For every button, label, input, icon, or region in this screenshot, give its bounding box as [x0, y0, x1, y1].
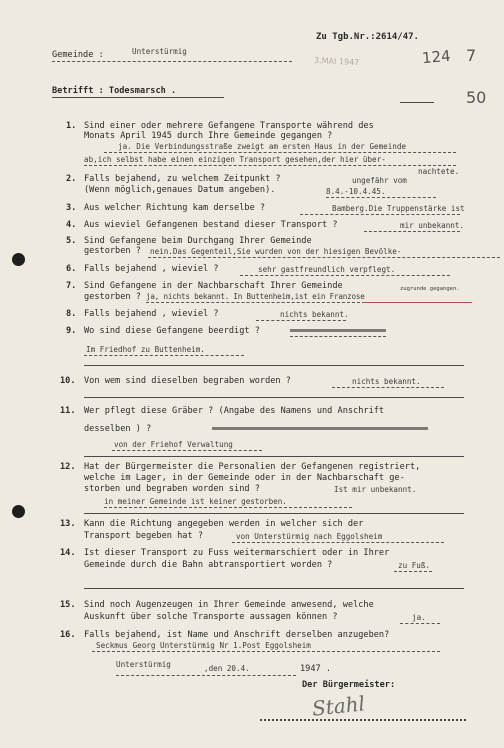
q12-number: 12. [60, 462, 76, 472]
q15-number: 15. [60, 600, 76, 610]
q9-number: 9. [66, 326, 77, 336]
q6-answer: sehr gastfreundlich verpflegt. [258, 265, 396, 274]
q7-answer-continuation: zugrunde gegangen. [400, 286, 460, 292]
q16-answer-dash [92, 651, 440, 652]
q9-answer-dash [84, 355, 244, 356]
q16-number: 16. [60, 630, 76, 640]
q1-answer-dash1 [104, 152, 456, 153]
q8-text: Falls bejahend , wieviel ? [84, 309, 219, 319]
q4-number: 4. [66, 220, 77, 230]
q1-answer-line1: ja. Die Verbindungsstraße zweigt am ersten Haus in der Gemeinde [118, 142, 407, 151]
q14-text-line1: Ist dieser Transport zu Fuss weitermarschiert oder in Ihrer [84, 548, 390, 558]
subject-underline [52, 97, 224, 98]
q12-answer-line2: in meiner Gemeinde ist keiner gestorben. [104, 497, 287, 506]
footer-place: Unterstürmig [116, 660, 171, 669]
q9-text: Wo sind diese Gefangene beerdigt ? [84, 326, 260, 336]
handwritten-fifty: 50 [466, 88, 487, 107]
separator-line-1 [84, 365, 464, 366]
q11-text-line1: Wer pflegt diese Gräber ? (Angabe des Namens und Anschrift [84, 406, 385, 416]
q12-answer-line1: Ist mir unbekannt. [334, 485, 417, 494]
q14-text-line2: Gemeinde durch die Bahn abtransportiert worden ? [84, 560, 333, 570]
handwritten-seven: 7 [466, 46, 477, 65]
q5-answer: nein.Das Gegenteil,Sie wurden von der hiesigen Bevölke- [150, 247, 402, 256]
q11-text-line2: desselben ) ? [84, 424, 152, 434]
q11-number: 11. [60, 406, 76, 416]
q2-answer-ungefaehr: ungefähr vom [352, 176, 407, 185]
q3-number: 3. [66, 203, 77, 213]
signature-dash [260, 719, 466, 721]
q11-answer-dash [112, 450, 262, 451]
q1-number: 1. [66, 121, 77, 131]
q15-text-line1: Sind noch Augenzeugen in Ihrer Gemeinde anwesend, welche [84, 600, 374, 610]
q10-text: Von wem sind dieselben begraben worden ? [84, 376, 291, 386]
q10-answer: nichts bekannt. [352, 377, 421, 386]
q5-text-line2: gestorben ? [84, 246, 141, 256]
q4-text: Aus wieviel Gefangenen bestand dieser Transport ? [84, 220, 338, 230]
separator-line-top [400, 102, 434, 103]
q13-answer-dash [232, 542, 444, 543]
q13-number: 13. [60, 519, 76, 529]
q3-answer-dash [300, 214, 460, 215]
footer-year: 1947 . [300, 664, 332, 674]
q13-text-line1: Kann die Richtung angegeben werden in welcher sich der [84, 519, 364, 529]
q5-answer-dash [148, 257, 500, 258]
q9-struck-out-text [290, 329, 386, 332]
separator-line-5 [84, 588, 464, 589]
q14-answer: zu Fuß. [398, 561, 431, 570]
q4-answer-dash [364, 231, 460, 232]
q12-text-line3: storben und begraben worden sind ? [84, 484, 260, 494]
q3-text: Aus welcher Richtung kam derselbe ? [84, 203, 266, 213]
q14-number: 14. [60, 548, 76, 558]
q8-number: 8. [66, 309, 77, 319]
q11-struck-out-text [212, 427, 428, 430]
gemeinde-label: Gemeinde : [52, 50, 104, 60]
q13-answer: von Unterstürmig nach Eggolsheim [236, 532, 383, 541]
q7-answer: ja, nichts bekannt. In Buttenheim,ist ein Franzose [146, 292, 365, 301]
q8-answer: nichts bekannt. [280, 310, 349, 319]
q14-answer-dash [394, 571, 432, 572]
q7-number: 7. [66, 281, 77, 291]
q7-red-underline [362, 302, 472, 303]
q16-answer: Seckmus Georg Unterstürmig Nr 1.Post Eggolsheim [96, 641, 311, 650]
separator-line-2 [84, 397, 464, 398]
q6-number: 6. [66, 264, 77, 274]
q7-text-line2: gestorben ? [84, 292, 141, 302]
mayor-label: Der Bürgermeister: [302, 680, 396, 690]
q1-answer-line2: ab,ich selbst habe einen einzigen Transport gesehen,der hier über- [84, 155, 386, 164]
q12-answer-dash [104, 507, 352, 508]
q2-text-line1: Falls bejahend, zu welchem Zeitpunkt ? [84, 174, 281, 184]
q8-answer-dash [256, 320, 346, 321]
q13-text-line2: Transport begeben hat ? [84, 531, 203, 541]
q2-text-line2: (Wenn möglich,genaues Datum angeben). [84, 185, 276, 195]
q6-text: Falls bejahend , wieviel ? [84, 264, 219, 274]
q15-text-line2: Auskunft über solche Transporte aussagen können ? [84, 612, 338, 622]
punch-hole-top [12, 253, 25, 266]
q10-answer-dash [332, 387, 444, 388]
received-stamp: 3.MAI 1947 [313, 55, 360, 68]
separator-line-3 [84, 456, 464, 457]
q9-answer: Im Friedhof zu Buttenheim. [86, 345, 205, 354]
q12-text-line2: welche im Lager, in der Gemeinde oder in der Nachbarschaft ge- [84, 473, 405, 483]
q15-answer-dash [400, 623, 440, 624]
q9-dash [290, 336, 386, 337]
footer-date-dash [116, 675, 296, 676]
q6-answer-dash [240, 275, 450, 276]
q15-answer: ja. [412, 613, 426, 622]
separator-line-4 [84, 513, 464, 514]
footer-date: ,den 20.4. [204, 664, 250, 673]
q2-answer-date: 8.4.-10.4.45. [326, 187, 386, 196]
q1-answer-dash2 [84, 165, 456, 166]
gemeinde-value: Unterstürmig [132, 47, 187, 56]
reference-number: Zu Tgb.Nr.:2614/47. [316, 32, 419, 42]
q7-answer-dash [146, 302, 360, 303]
subject-line: Betrifft : Todesmarsch . [52, 86, 177, 96]
handwritten-number: 124 [421, 46, 452, 68]
q4-answer: mir unbekannt. [400, 221, 465, 230]
q12-text-line1: Hat der Bürgermeister die Personalien der Gefangenen registriert, [84, 462, 421, 472]
q7-text-line1: Sind Gefangene in der Nachbarschaft Ihrer Gemeinde [84, 281, 343, 291]
q2-answer-naechtete: nachtete. [418, 167, 460, 176]
q5-text-line1: Sind Gefangene beim Durchgang Ihrer Gemeinde [84, 236, 312, 246]
q1-text-line1: Sind einer oder mehrere Gefangene Transporte während des [84, 121, 374, 131]
q2-number: 2. [66, 174, 77, 184]
q5-number: 5. [66, 236, 77, 246]
q10-number: 10. [60, 376, 76, 386]
mayor-signature: Stahl [310, 691, 367, 721]
q16-text: Falls bejahend, ist Name und Anschrift derselben anzugeben? [84, 630, 390, 640]
q3-answer: Bamberg.Die Truppenstärke ist [332, 204, 465, 213]
gemeinde-dashed-line [52, 61, 292, 62]
punch-hole-bottom [12, 505, 25, 518]
q11-answer: von der Friehof Verwaltung [114, 440, 233, 449]
q2-answer-dash [326, 197, 436, 198]
q1-text-line2: Monats April 1945 durch Ihre Gemeinde gegangen ? [84, 131, 333, 141]
